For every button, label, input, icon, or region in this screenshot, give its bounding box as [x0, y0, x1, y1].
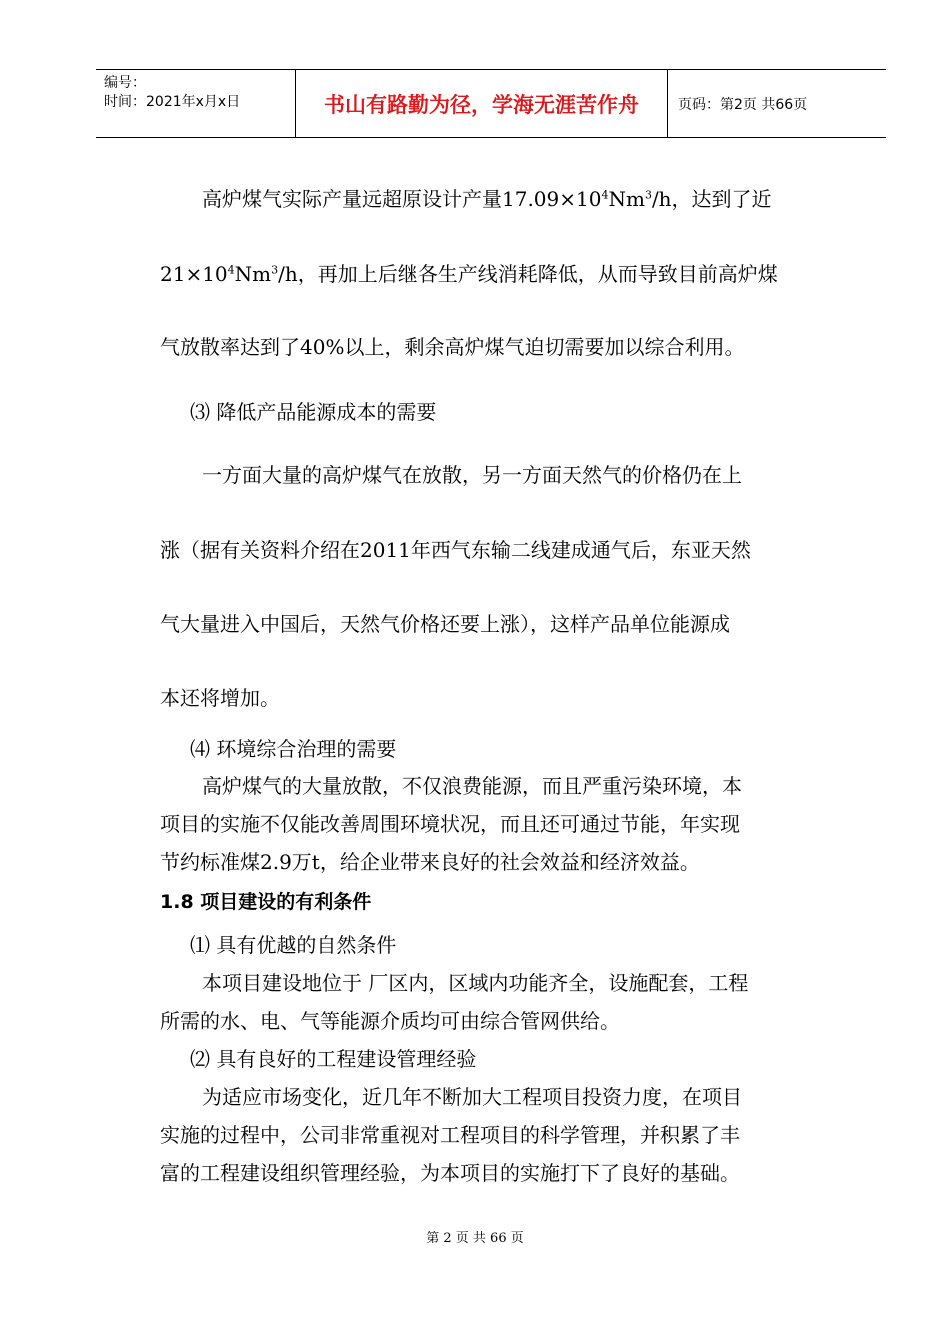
paragraph-line: 涨（据有关资料介绍在2011年西气东输二线建成通气后，东亚天然 — [160, 538, 751, 562]
header-page-info: 页码：第2页 共66页 — [678, 96, 808, 113]
time-label: 时间：2021年x月x日 — [104, 94, 241, 110]
section-heading: 1.8 项目建设的有利条件 — [160, 891, 372, 913]
paragraph-line: 项目的实施不仅能改善周围环境状况，而且还可通过节能，年实现 — [160, 812, 740, 836]
paragraph-line: 节约标准煤2.9万t，给企业带来良好的社会效益和经济效益。 — [160, 850, 700, 874]
header-motto: 书山有路勤为径，学海无涯苦作舟 — [296, 70, 668, 137]
paragraph-line: $21\times 10^4Nm^3/h$，再加上后继各生产线消耗降低，从而导致目前高炉煤 — [160, 262, 778, 286]
paragraph-line: 气放散率达到了40%以上，剩余高炉煤气迫切需要加以综合利用。 — [160, 335, 745, 359]
paragraph-line: 气大量进入中国后，天然气价格还要上涨），这样产品单位能源成 — [160, 612, 730, 636]
paragraph-line: 实施的过程中，公司非常重视对工程项目的科学管理，并积累了丰 — [160, 1123, 740, 1147]
subheading: ⑷ 环境综合治理的需要 — [190, 737, 397, 761]
paragraph-line: 富的工程建设组织管理经验，为本项目的实施打下了良好的基础。 — [160, 1161, 740, 1185]
paragraph-line: 高炉煤气实际产量远超原设计产量$17.09\times 10^4Nm^3/h$，达到了近 — [202, 187, 772, 211]
number-label: 编号： — [104, 75, 146, 91]
page-header — [96, 69, 886, 138]
subheading: ⑵ 具有良好的工程建设管理经验 — [190, 1047, 477, 1071]
paragraph-line: 所需的水、电、气等能源介质均可由综合管网供给。 — [160, 1009, 620, 1033]
paragraph-line: 高炉煤气的大量放散，不仅浪费能源，而且严重污染环境，本 — [202, 774, 742, 798]
subheading: ⑴ 具有优越的自然条件 — [190, 933, 397, 957]
paragraph-line: 本项目建设地位于 厂区内，区域内功能齐全，设施配套，工程 — [202, 971, 749, 995]
subheading: ⑶ 降低产品能源成本的需要 — [190, 400, 437, 424]
paragraph-line: 一方面大量的高炉煤气在放散，另一方面天然气的价格仍在上 — [202, 463, 742, 487]
paragraph-line: 本还将增加。 — [160, 686, 280, 710]
paragraph-line: 为适应市场变化，近几年不断加大工程项目投资力度，在项目 — [202, 1085, 742, 1109]
page-footer: 第 2 页 共 66 页 — [426, 1231, 524, 1246]
header-meta — [96, 70, 296, 137]
